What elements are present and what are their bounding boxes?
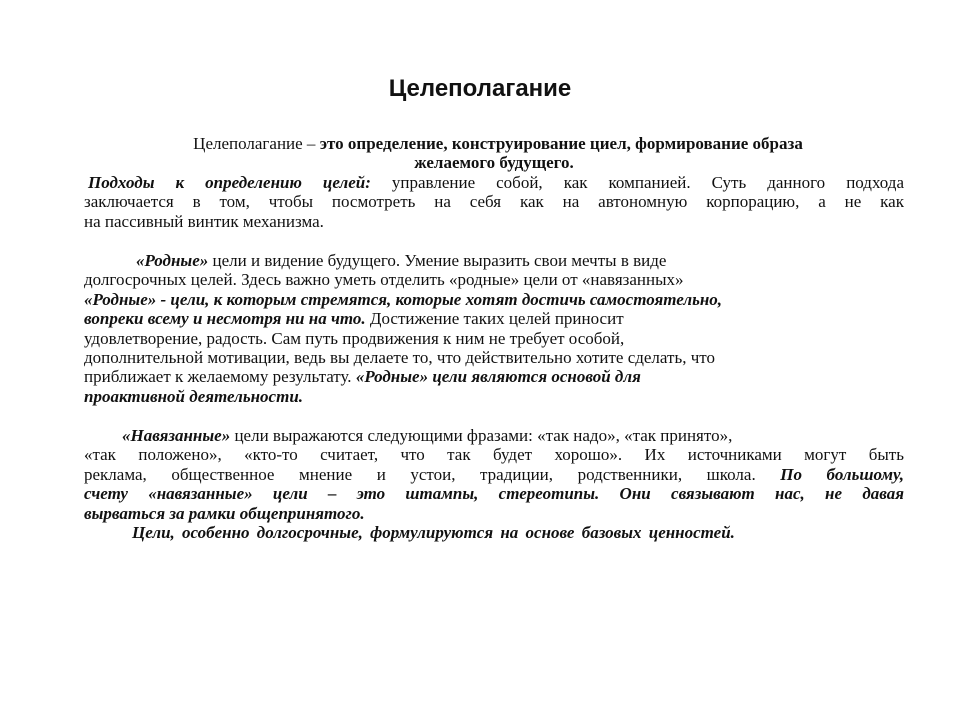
spacer (84, 406, 904, 426)
definition-line-1 (84, 134, 904, 153)
native-text-6: приближает к желаемому результату. (84, 367, 356, 387)
native-line-2: долгосрочных целей. Здесь важно уметь отделить «родные» цели от «навязанных» (84, 270, 684, 290)
approaches-label: Подходы к определению целей: (88, 172, 371, 192)
definition-line-2 (84, 153, 904, 172)
conclusion: Цели, особенно долгосрочные, формулируются на основе базовых ценностей. (132, 523, 735, 543)
imposed-line-2: «так положено», «кто-то считает, что так будет хорошо». Их источниками могут быть (84, 445, 904, 465)
native-line-4 (84, 309, 904, 328)
imposed-bold-line-2: счету «навязанные» цели – это штампы, стереотипы. Они связывают нас, не давая (84, 484, 904, 504)
native-label: «Родные» (136, 250, 209, 270)
definition-lead: Целеполагание – (193, 134, 320, 153)
spacer (84, 231, 904, 251)
native-line-5: удовлетворение, радость. Сам путь продвижения к ним не требует особой, (84, 328, 625, 348)
native-line-1 (84, 251, 904, 270)
native-line-6: дополнительной мотивации, ведь вы делаете то, что действительно хотите сделать, что (84, 347, 715, 367)
definition-bold: это определение, конструирование циел, формирование образа (319, 134, 803, 153)
imposed-text-3: реклама, общественное мнение и устои, традиции, родственники, школа. (84, 464, 781, 484)
imposed-bold-line-3: вырваться за рамки общепринятого. (84, 503, 365, 523)
approaches-text-1: управление собой, как компанией. Суть данного подхода (370, 172, 905, 192)
native-bold-line-4: проактивной деятельности. (84, 386, 304, 406)
slide-body (84, 134, 904, 542)
native-line-7 (84, 367, 904, 386)
imposed-bold-1: По большому, (780, 464, 904, 484)
definition-bold-cont: желаемого будущего. (414, 153, 574, 173)
native-bold-2: вопреки всему и несмотря ни на что. (84, 309, 366, 329)
imposed-text-1: цели выражаются следующими фразами: «так надо», «так принято», (230, 426, 733, 446)
approaches-line-3: на пассивный винтик механизма. (84, 211, 324, 231)
native-bold-line-1: «Родные» - цели, к которым стремятся, которые хотят достичь самостоятельно, (84, 289, 723, 309)
page-title: Целеполагание (388, 75, 572, 102)
imposed-line-3 (84, 465, 904, 484)
approaches-line-2: заключается в том, чтобы посмотреть на себя как на автономную корпорацию, а не как (84, 192, 904, 212)
native-text-3: Достижение таких целей приносит (365, 309, 624, 329)
imposed-label: «Навязанные» (122, 426, 231, 446)
native-text-1: цели и видение будущего. Умение выразить свои мечты в виде (208, 250, 667, 270)
native-bold-3: «Родные» цели являются основой для (355, 367, 641, 387)
approaches-line-1 (84, 173, 904, 192)
imposed-line-1 (84, 426, 904, 445)
